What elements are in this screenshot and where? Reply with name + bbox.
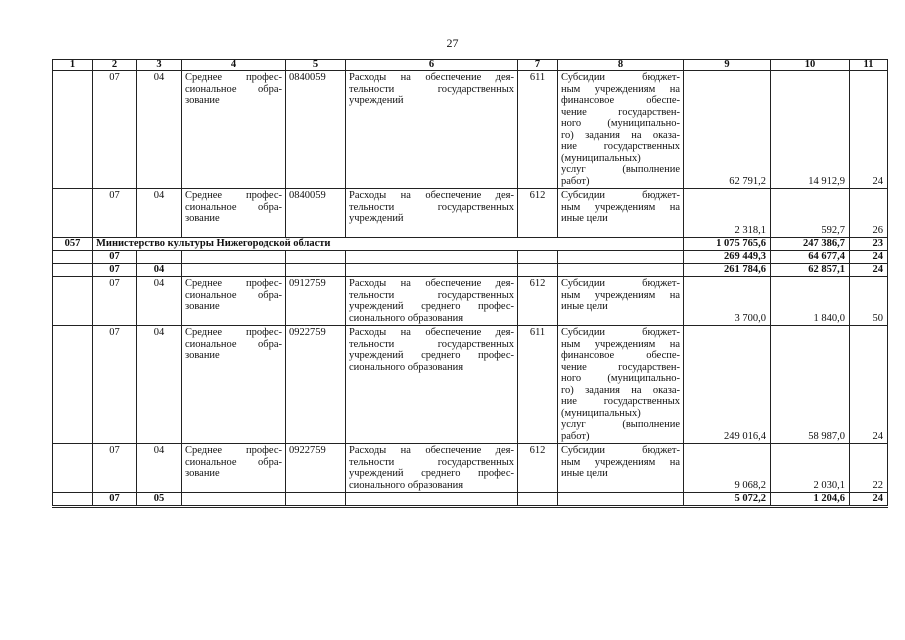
cell-subsection: 04 xyxy=(137,326,182,444)
cell-col-11: 26 xyxy=(850,189,888,238)
cell-expense-name xyxy=(558,493,684,507)
cell-section-name xyxy=(182,493,286,507)
text-line: ным учреждениям на xyxy=(561,201,680,213)
cell-target-name xyxy=(346,189,518,238)
cell-subsection: 04 xyxy=(137,71,182,189)
column-header-row xyxy=(53,60,888,71)
text-line: сиональное обра- xyxy=(185,289,282,301)
text-line xyxy=(561,225,680,237)
cell-code: 057 xyxy=(53,238,93,251)
cell-section: 07 xyxy=(93,493,137,507)
text-line: сионального образования xyxy=(349,312,464,324)
text-line: Субсидии бюджет- xyxy=(561,278,680,289)
cell-expense-code: 611 xyxy=(518,326,558,444)
cell-section: 07 xyxy=(93,264,137,277)
cell-section-name xyxy=(182,444,286,493)
cell-col-11: 22 xyxy=(850,444,888,493)
text-line: Среднее профес- xyxy=(185,278,282,289)
text-line: тельности государственных xyxy=(349,201,514,213)
cell-expense-code xyxy=(518,264,558,277)
cell-amount-10: 1 204,6 xyxy=(771,493,850,507)
cell-code xyxy=(53,444,93,493)
text-line: иные цели xyxy=(561,468,608,479)
cell-amount-9: 5 072,2 xyxy=(684,493,771,507)
text-line: Расходы на обеспечение дея- xyxy=(349,190,514,201)
text-line: ным учреждениям на xyxy=(561,289,680,301)
table-row xyxy=(53,277,888,326)
text-line: (муниципальных) xyxy=(561,152,641,164)
text-line: сиональное обра- xyxy=(185,456,282,468)
cell-section: 07 xyxy=(93,189,137,238)
text-line: Субсидии бюджет- xyxy=(561,72,680,83)
column-header: 11 xyxy=(850,60,888,71)
text-line: ние государственных xyxy=(561,396,680,407)
text-line: го) задания на оказа- xyxy=(561,129,680,141)
cell-amount-10: 62 857,1 xyxy=(771,264,850,277)
cell-col-11: 24 xyxy=(850,326,888,444)
cell-target-name xyxy=(346,493,518,507)
cell-subsection xyxy=(137,251,182,264)
text-line: работ) xyxy=(561,430,590,442)
text-line: зование xyxy=(185,350,220,361)
cell-subsection: 05 xyxy=(137,493,182,507)
cell-subsection: 04 xyxy=(137,189,182,238)
text-line: (муниципальных) xyxy=(561,407,641,419)
cell-expense-code xyxy=(518,493,558,507)
text-line: Расходы на обеспечение дея- xyxy=(349,445,514,456)
cell-section: 07 xyxy=(93,277,137,326)
text-line: Субсидии бюджет- xyxy=(561,327,680,338)
cell-target-name xyxy=(346,71,518,189)
cell-section: 07 xyxy=(93,251,137,264)
column-header: 8 xyxy=(558,60,684,71)
text-line: Расходы на обеспечение дея- xyxy=(349,72,514,83)
cell-amount-10: 247 386,7 xyxy=(771,238,850,251)
text-line: иные цели xyxy=(561,301,608,312)
text-line: работ) xyxy=(561,175,590,187)
cell-expense-name xyxy=(558,444,684,493)
text-line: тельности государственных xyxy=(349,83,514,95)
text-line: учреждений xyxy=(349,213,404,224)
cell-target-code xyxy=(286,264,346,277)
cell-subsection: 04 xyxy=(137,277,182,326)
cell-amount-9: 2 318,1 xyxy=(684,189,771,238)
cell-amount-9: 269 449,3 xyxy=(684,251,771,264)
cell-code xyxy=(53,189,93,238)
cell-target-code: 0922759 xyxy=(286,326,346,444)
column-header: 3 xyxy=(137,60,182,71)
cell-amount-9: 249 016,4 xyxy=(684,326,771,444)
text-line: тельности государственных xyxy=(349,338,514,350)
text-line: го) задания на оказа- xyxy=(561,384,680,396)
cell-amount-10: 14 912,9 xyxy=(771,71,850,189)
text-line: чение государствен- xyxy=(561,361,680,373)
text-line: чение государствен- xyxy=(561,106,680,118)
cell-col-11: 50 xyxy=(850,277,888,326)
table-row xyxy=(53,71,888,189)
text-line: Субсидии бюджет- xyxy=(561,190,680,201)
cell-expense-name xyxy=(558,251,684,264)
text-line: финансовое обеспе- xyxy=(561,350,680,361)
cell-expense-name xyxy=(558,71,684,189)
text-line: сиональное обра- xyxy=(185,338,282,350)
text-line: ным учреждениям на xyxy=(561,456,680,468)
text-line: ного (муниципально- xyxy=(561,118,680,129)
cell-col-11: 23 xyxy=(850,238,888,251)
cell-target-name xyxy=(346,251,518,264)
cell-code xyxy=(53,251,93,264)
cell-amount-9: 261 784,6 xyxy=(684,264,771,277)
cell-expense-code: 612 xyxy=(518,189,558,238)
cell-target-name xyxy=(346,326,518,444)
cell-target-code: 0912759 xyxy=(286,277,346,326)
text-line: зование xyxy=(185,95,220,106)
cell-amount-9: 3 700,0 xyxy=(684,277,771,326)
column-header: 2 xyxy=(93,60,137,71)
text-line: учреждений среднего профес- xyxy=(349,301,514,312)
cell-section-name xyxy=(182,189,286,238)
page-number: 27 xyxy=(446,36,459,50)
cell-section-name xyxy=(182,326,286,444)
text-line: услуг (выполнение xyxy=(561,419,680,430)
cell-expense-name xyxy=(558,326,684,444)
cell-target-code: 0922759 xyxy=(286,444,346,493)
column-header: 1 xyxy=(53,60,93,71)
cell-section-name xyxy=(182,264,286,277)
text-line: ние государственных xyxy=(561,141,680,152)
text-line: услуг (выполнение xyxy=(561,164,680,175)
cell-expense-code xyxy=(518,251,558,264)
cell-expense-name xyxy=(558,264,684,277)
ministry-title: Министерство культуры Нижегородской области xyxy=(93,238,684,251)
cell-amount-9: 1 075 765,6 xyxy=(684,238,771,251)
text-line: иные цели xyxy=(561,213,608,224)
table-row-subsection-total xyxy=(53,264,888,277)
text-line: Расходы на обеспечение дея- xyxy=(349,327,514,338)
cell-amount-9: 62 791,2 xyxy=(684,71,771,189)
cell-subsection: 04 xyxy=(137,444,182,493)
cell-section-name xyxy=(182,251,286,264)
cell-subsection: 04 xyxy=(137,264,182,277)
table-row-section-total xyxy=(53,251,888,264)
cell-code xyxy=(53,326,93,444)
column-header: 10 xyxy=(771,60,850,71)
table-row xyxy=(53,189,888,238)
text-line: сиональное обра- xyxy=(185,83,282,95)
cell-code xyxy=(53,264,93,277)
column-header: 5 xyxy=(286,60,346,71)
cell-target-name xyxy=(346,444,518,493)
cell-section-name xyxy=(182,277,286,326)
text-line: зование xyxy=(185,213,220,224)
cell-amount-10: 592,7 xyxy=(771,189,850,238)
table-row-subsection-total xyxy=(53,493,888,507)
text-line: ным учреждениям на xyxy=(561,83,680,95)
text-line: финансовое обеспе- xyxy=(561,95,680,106)
cell-col-11: 24 xyxy=(850,493,888,507)
table-row xyxy=(53,326,888,444)
cell-code xyxy=(53,493,93,507)
text-line: Среднее профес- xyxy=(185,190,282,201)
text-line: учреждений среднего профес- xyxy=(349,468,514,479)
cell-amount-10: 1 840,0 xyxy=(771,277,850,326)
text-line: зование xyxy=(185,468,220,479)
cell-col-11: 24 xyxy=(850,264,888,277)
cell-expense-name xyxy=(558,189,684,238)
text-line: зование xyxy=(185,301,220,312)
cell-code xyxy=(53,71,93,189)
cell-expense-name xyxy=(558,277,684,326)
text-line: Среднее профес- xyxy=(185,72,282,83)
text-line: сиональное обра- xyxy=(185,201,282,213)
column-header: 9 xyxy=(684,60,771,71)
cell-expense-code: 611 xyxy=(518,71,558,189)
text-line: учреждений xyxy=(349,95,404,106)
text-line: сионального образования xyxy=(349,479,464,491)
cell-section: 07 xyxy=(93,444,137,493)
cell-expense-code: 612 xyxy=(518,277,558,326)
text-line: ным учреждениям на xyxy=(561,338,680,350)
cell-col-11: 24 xyxy=(850,251,888,264)
budget-table xyxy=(52,59,888,508)
cell-target-code xyxy=(286,493,346,507)
cell-target-name xyxy=(346,277,518,326)
cell-amount-10: 64 677,4 xyxy=(771,251,850,264)
text-line: тельности государственных xyxy=(349,456,514,468)
table-row-ministry xyxy=(53,238,888,251)
cell-target-code: 0840059 xyxy=(286,189,346,238)
cell-code xyxy=(53,277,93,326)
cell-section: 07 xyxy=(93,326,137,444)
cell-target-code: 0840059 xyxy=(286,71,346,189)
cell-section: 07 xyxy=(93,71,137,189)
text-line: ного (муниципально- xyxy=(561,373,680,384)
table-row xyxy=(53,444,888,493)
column-header: 7 xyxy=(518,60,558,71)
cell-section-name xyxy=(182,71,286,189)
cell-target-code xyxy=(286,251,346,264)
text-line: Расходы на обеспечение дея- xyxy=(349,278,514,289)
cell-target-name xyxy=(346,264,518,277)
cell-amount-9: 9 068,2 xyxy=(684,444,771,493)
cell-amount-10: 2 030,1 xyxy=(771,444,850,493)
text-line: учреждений среднего профес- xyxy=(349,350,514,361)
text-line: Среднее профес- xyxy=(185,445,282,456)
column-header: 4 xyxy=(182,60,286,71)
cell-expense-code: 612 xyxy=(518,444,558,493)
text-line: сионального образования xyxy=(349,361,464,373)
cell-amount-10: 58 987,0 xyxy=(771,326,850,444)
cell-col-11: 24 xyxy=(850,71,888,189)
text-line: Среднее профес- xyxy=(185,327,282,338)
column-header: 6 xyxy=(346,60,518,71)
text-line: Субсидии бюджет- xyxy=(561,445,680,456)
text-line: тельности государственных xyxy=(349,289,514,301)
